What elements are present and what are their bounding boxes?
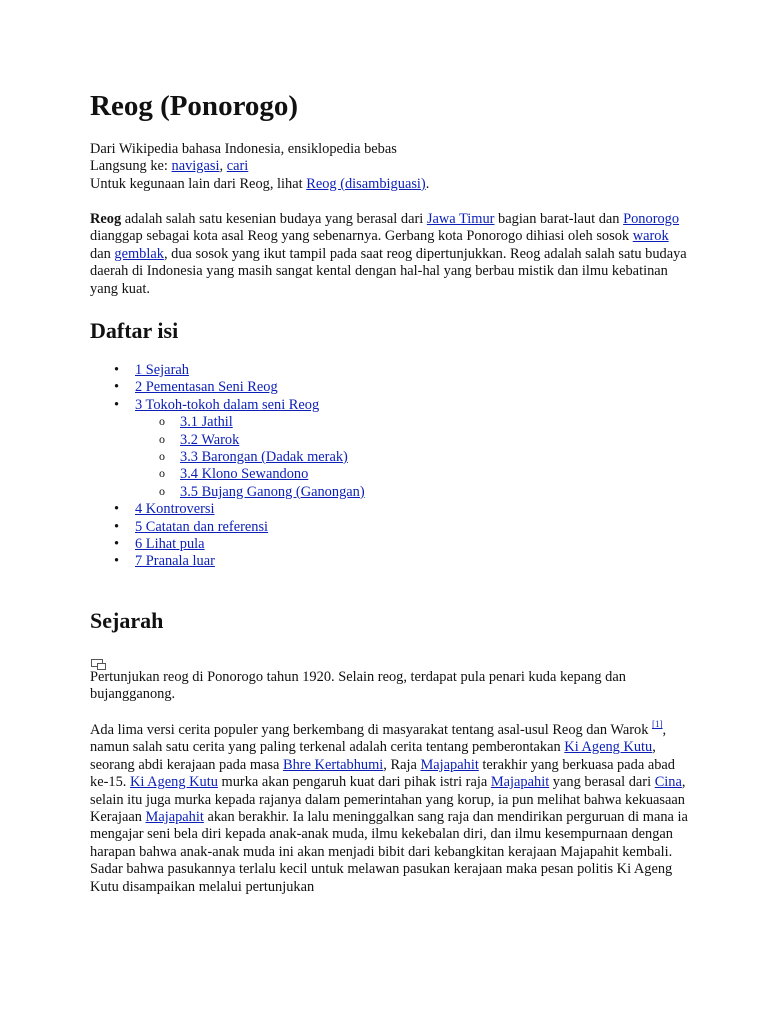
navigation-link[interactable]: navigasi xyxy=(171,158,220,175)
toc-link[interactable]: 3.1 Jathil xyxy=(180,414,233,431)
reference-link-1[interactable]: [1] xyxy=(652,719,663,729)
toc-link[interactable]: 2 Pementasan Seni Reog xyxy=(135,379,278,396)
toc-item xyxy=(90,553,690,570)
link-majapahit-2[interactable]: Majapahit xyxy=(490,774,550,791)
site-subtitle: Dari Wikipedia bahasa Indonesia, ensiklopedia bebas xyxy=(90,141,397,157)
intro-bold-term: Reog xyxy=(90,211,122,227)
link-ki-ageng-kutu[interactable]: Ki Ageng Kutu xyxy=(564,739,653,756)
jump-to-line: Langsung ke: navigasi, cari xyxy=(90,158,249,175)
toc-link[interactable]: 7 Pranala luar xyxy=(135,553,215,570)
page-title: Reog (Ponorogo) xyxy=(90,90,299,122)
sejarah-paragraph: Ada lima versi cerita populer yang berkembang di masyarakat tentang asal-usul Reog dan Warok [1], namun salah satu cerita yang paling terkenal adalah cerita tentang pemberontakan Ki Ageng Kutu, seorang abdi kerajaan pada masa Bhre Kertabhumi, Raja Majapahit terakhir yang berkuasa pada abad ke-15. Ki Ageng Kutu murka akan pengaruh kuat dari pihak istri raja Majapahit yang berasal dari Cina, selain itu juga murka kepada rajanya dalam pemerintahan yang korup, ia pun melihat bahwa kekuasaan Kerajaan Majapahit akan berakhir. Ia lalu meninggalkan sang raja dan mendirikan perguruan di mana ia mengajar seni bela diri kepada anak-anak muda, ilmu kekebalan diri, dan ilmu kesempurnaan dengan harapan bahwa anak-anak muda ini akan menjadi bibit dari kebangkitan kerajaan Majapahit kembali. Sadar bahwa pasukannya terlalu kecil untuk melawan pasukan kerajaan maka pesan politis Ki Ageng Kutu disampaikan melalui pertunjukan xyxy=(90,719,688,895)
toc-item xyxy=(90,432,690,449)
toc-item xyxy=(90,414,690,431)
table-of-contents xyxy=(90,362,690,571)
toc-item xyxy=(90,397,690,414)
link-bhre-kertabhumi[interactable]: Bhre Kertabhumi xyxy=(282,756,384,773)
link-majapahit-3[interactable]: Majapahit xyxy=(145,809,204,826)
toc-item xyxy=(90,519,690,536)
intro-paragraph: Reog adalah salah satu kesenian budaya yang berasal dari Jawa Timur bagian barat-laut dan Ponorogo dianggap sebagai kota asal Reog yang sebenarnya. Gerbang kota Ponorogo dihiasi oleh sosok warok dan gemblak, dua sosok yang ikut tampil pada saat reog dipertunjukkan. Reog adalah salah satu budaya daerah di Indonesia yang masih sangat kental dengan hal-hal yang berbau mistik dan ilmu kebatinan yang kuat. xyxy=(90,211,687,297)
toc-item xyxy=(90,362,690,379)
toc-item xyxy=(90,466,690,483)
toc-item xyxy=(90,484,690,501)
toc-link[interactable]: 5 Catatan dan referensi xyxy=(135,518,269,535)
toc-list xyxy=(90,362,690,571)
link-gemblak[interactable]: gemblak xyxy=(114,245,164,262)
link-warok[interactable]: warok xyxy=(632,228,669,245)
toc-link[interactable]: 3 Tokoh-tokoh dalam seni Reog xyxy=(135,396,320,413)
toc-item xyxy=(90,536,690,553)
toc-link[interactable]: 3.4 Klono Sewandono xyxy=(180,466,309,483)
disambiguation-link[interactable]: Reog (disambiguasi) xyxy=(306,175,426,192)
search-link[interactable]: cari xyxy=(226,158,249,175)
toc-heading: Daftar isi xyxy=(90,318,179,343)
toc-link[interactable]: 4 Kontroversi xyxy=(135,501,215,518)
toc-link[interactable]: 3.5 Bujang Ganong (Ganongan) xyxy=(180,483,365,500)
toc-item xyxy=(90,501,690,518)
link-ponorogo[interactable]: Ponorogo xyxy=(623,211,680,227)
section-heading-sejarah: Sejarah xyxy=(90,608,164,633)
article-header-notes xyxy=(90,141,690,193)
disambiguation-note: Untuk kegunaan lain dari Reog, lihat Reog (disambiguasi). xyxy=(90,175,430,192)
link-majapahit[interactable]: Majapahit xyxy=(420,756,479,773)
image-caption: Pertunjukan reog di Ponorogo tahun 1920. Selain reog, terdapat pula penari kuda kepang dan bujangganong. xyxy=(90,669,626,703)
toc-link[interactable]: 1 Sejarah xyxy=(135,362,189,378)
toc-link[interactable]: 3.2 Warok xyxy=(180,431,240,448)
toc-link[interactable]: 6 Lihat pula xyxy=(135,535,205,552)
link-jawa-timur[interactable]: Jawa Timur xyxy=(426,211,495,227)
toc-item xyxy=(90,379,690,396)
toc-item xyxy=(90,449,690,466)
link-cina[interactable]: Cina xyxy=(654,774,682,791)
link-ki-ageng-kutu-2[interactable]: Ki Ageng Kutu xyxy=(129,774,218,791)
toc-link[interactable]: 3.3 Barongan (Dadak merak) xyxy=(180,448,348,465)
